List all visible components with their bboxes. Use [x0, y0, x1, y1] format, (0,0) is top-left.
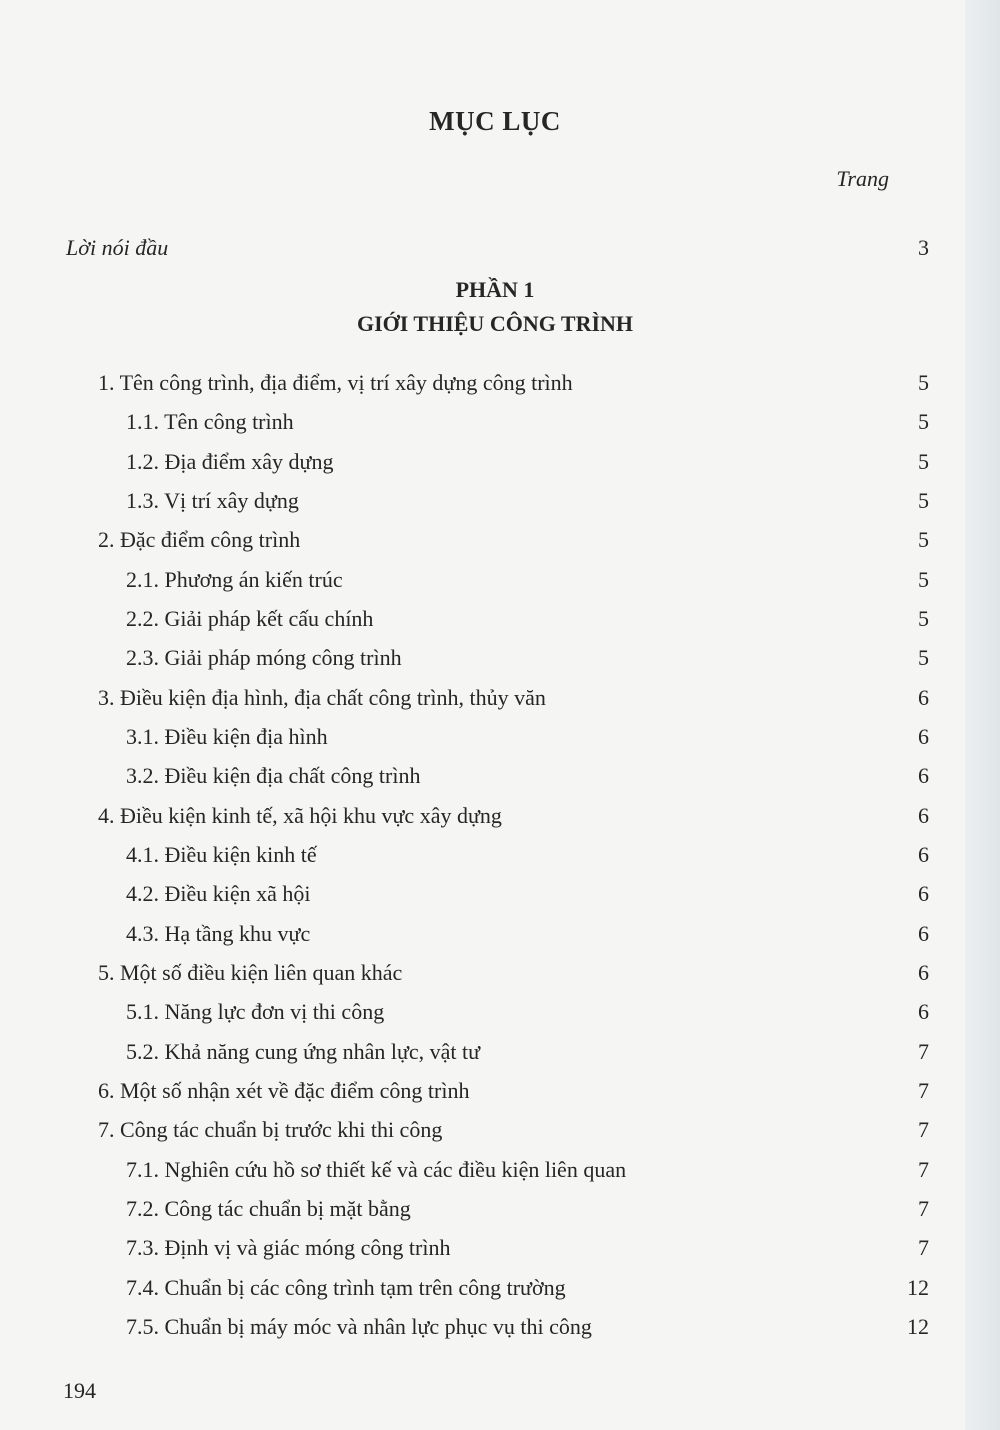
toc-entry	[0, 683, 1000, 713]
toc-entry-label: 4.3. Hạ tầng khu vực	[126, 921, 311, 946]
toc-entry-label: 7.2. Công tác chuẩn bị mặt bằng	[126, 1196, 411, 1221]
toc-entry	[0, 407, 1000, 437]
toc-entry-page: 5	[918, 409, 929, 434]
toc-entry-label: 3.2. Điều kiện địa chất công trình	[126, 763, 421, 788]
toc-entry	[0, 565, 1000, 595]
toc-entry-label: 3. Điều kiện địa hình, địa chất công trình, thủy văn	[98, 685, 546, 710]
toc-entry-page: 7	[918, 1235, 929, 1260]
page-column-label: Trang	[836, 166, 889, 191]
toc-entry	[0, 1115, 1000, 1145]
toc-entry-preface	[0, 233, 1000, 263]
toc-entry-page: 5	[918, 645, 929, 670]
part-title: GIỚI THIỆU CÔNG TRÌNH	[356, 311, 634, 336]
toc-entry	[0, 761, 1000, 791]
toc-entry-label: 2. Đặc điểm công trình	[98, 527, 301, 552]
toc-entry	[0, 486, 1000, 516]
toc-entry-page: 6	[918, 724, 929, 749]
toc-entry-label: 6. Một số nhận xét về đặc điểm công trình	[98, 1078, 470, 1103]
toc-entry	[0, 997, 1000, 1027]
toc-entry-page: 6	[918, 921, 929, 946]
toc-entry-label: 7. Công tác chuẩn bị trước khi thi công	[98, 1117, 443, 1142]
toc-entry	[0, 1194, 1000, 1224]
toc-entry-page: 6	[918, 685, 929, 710]
toc-entry-label: 3.1. Điều kiện địa hình	[126, 724, 328, 749]
toc-entry-label: 7.4. Chuẩn bị các công trình tạm trên công trường	[126, 1275, 566, 1300]
toc-entry	[0, 525, 1000, 555]
toc-title: MỤC LỤC	[429, 106, 561, 136]
toc-entry-page: 6	[918, 881, 929, 906]
toc-entry-label: 5.1. Năng lực đơn vị thi công	[126, 999, 385, 1024]
part-label: PHẦN 1	[455, 277, 535, 302]
toc-entry-label: 4.2. Điều kiện xã hội	[126, 881, 311, 906]
toc-entry	[0, 447, 1000, 477]
toc-entry-label: 5. Một số điều kiện liên quan khác	[98, 960, 403, 985]
toc-entry-label: 1.3. Vị trí xây dựng	[126, 488, 299, 513]
toc-entry-label: 2.3. Giải pháp móng công trình	[126, 645, 402, 670]
toc-entry-label: 2.1. Phương án kiến trúc	[126, 567, 343, 592]
toc-entry-page: 7	[918, 1117, 929, 1142]
toc-entry-page: 5	[918, 606, 929, 631]
toc-entry-page: 5	[918, 527, 929, 552]
toc-entry-label: 4. Điều kiện kinh tế, xã hội khu vực xây dựng	[98, 803, 502, 828]
toc-entry	[0, 1155, 1000, 1185]
toc-entry-label: 4.1. Điều kiện kinh tế	[126, 842, 317, 867]
toc-entry	[0, 604, 1000, 634]
toc-entry-page: 5	[918, 488, 929, 513]
page-number: 194	[63, 1378, 96, 1403]
toc-entry-page: 7	[918, 1078, 929, 1103]
toc-entry-page: 6	[918, 999, 929, 1024]
toc-entry-page: 5	[918, 370, 929, 395]
toc-entry	[0, 722, 1000, 752]
toc-entry	[0, 368, 1000, 398]
toc-entry-page: 12	[907, 1314, 929, 1339]
toc-entry	[0, 1273, 1000, 1303]
toc-entry-label: 7.1. Nghiên cứu hồ sơ thiết kế và các điều kiện liên quan	[126, 1157, 627, 1182]
toc-entry-label: 7.5. Chuẩn bị máy móc và nhân lực phục vụ thi công	[126, 1314, 592, 1339]
toc-entry-page: 5	[918, 567, 929, 592]
toc-entry-label: 7.3. Định vị và giác móng công trình	[126, 1235, 451, 1260]
toc-entry	[0, 1037, 1000, 1067]
toc-entry-page: 7	[918, 1039, 929, 1064]
toc-entry-page: 7	[918, 1196, 929, 1221]
toc-entry-label: 1. Tên công trình, địa điểm, vị trí xây dựng công trình	[98, 370, 573, 395]
toc-entry-page: 7	[918, 1157, 929, 1182]
toc-entry-label: Lời nói đầu	[66, 235, 169, 260]
toc-entry-page: 6	[918, 842, 929, 867]
toc-entry-page: 6	[918, 960, 929, 985]
toc-entry	[0, 958, 1000, 988]
toc-entry	[0, 879, 1000, 909]
toc-entry	[0, 1312, 1000, 1342]
page-edge	[965, 0, 1000, 1430]
toc-entry	[0, 801, 1000, 831]
toc-entry-page: 6	[918, 803, 929, 828]
toc-entry-label: 1.1. Tên công trình	[126, 409, 294, 434]
toc-entry-page: 12	[907, 1275, 929, 1300]
toc-entry	[0, 1233, 1000, 1263]
toc-entry-label: 5.2. Khả năng cung ứng nhân lực, vật tư	[126, 1039, 481, 1064]
toc-entry-page: 3	[918, 235, 929, 260]
toc-entry	[0, 840, 1000, 870]
toc-entry	[0, 1076, 1000, 1106]
toc-entry	[0, 643, 1000, 673]
toc-entry-label: 1.2. Địa điểm xây dựng	[126, 449, 334, 474]
toc-entry-page: 6	[918, 763, 929, 788]
toc-entry-page: 5	[918, 449, 929, 474]
toc-entry-label: 2.2. Giải pháp kết cấu chính	[126, 606, 374, 631]
toc-entry	[0, 919, 1000, 949]
